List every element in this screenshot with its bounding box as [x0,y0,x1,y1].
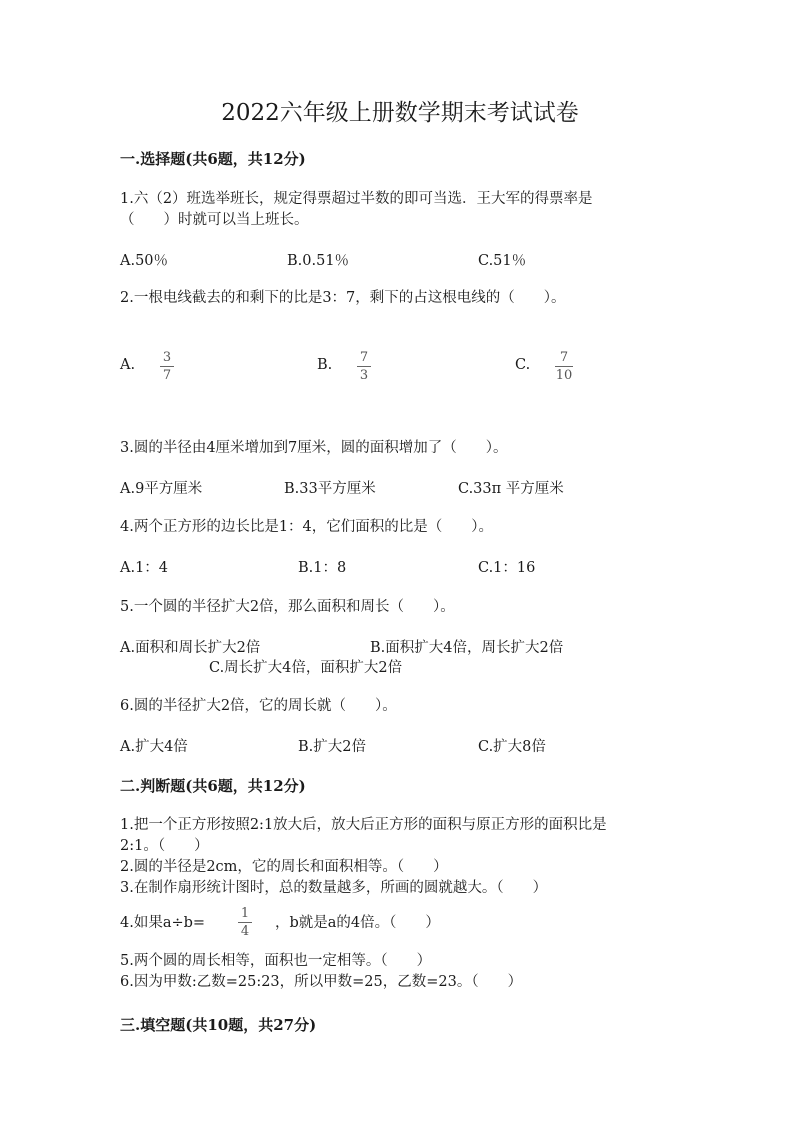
option-1-2-b-label: B. [317,357,333,373]
question-2-6: 6.因为甲数:乙数=25:23，所以甲数=25，乙数=23。（ ） [120,974,523,990]
question-2-5: 5.两个圆的周长相等，面积也一定相等。（ ） [120,953,432,969]
fraction-bar [357,366,371,367]
section-heading-fill-in: 三.填空题(共10题，共27分) [120,1016,317,1034]
fraction-numerator: 7 [559,350,569,365]
option-1-5-c: C.周长扩大4倍，面积扩大2倍 [209,660,403,676]
option-1-4-a: A.1：4 [120,560,169,576]
question-1-1-line2: （ ）时就可以当上班长。 [120,212,309,228]
fraction-denominator: 7 [162,368,172,383]
option-1-1-a: A.50％ [120,253,169,269]
section-heading-choice: 一.选择题(共6题，共12分) [120,150,306,168]
fraction-bar [238,922,252,923]
option-1-2-b-fraction [357,350,371,383]
fraction-bar [160,366,174,367]
fraction-numerator: 7 [359,350,369,365]
question-2-4-fraction [238,906,252,939]
option-1-3-a: A.9平方厘米 [120,481,203,497]
question-2-1-line1: 1.把一个正方形按照2:1放大后，放大后正方形的面积与原正方形的面积比是 [120,817,607,833]
question-2-4-suffix: ，b就是a的4倍。（ ） [275,915,440,931]
option-1-2-c-label: C. [515,357,531,373]
option-1-6-b: B.扩大2倍 [298,739,366,755]
option-1-4-b: B.1：8 [298,560,347,576]
question-1-2: 2.一根电线截去的和剩下的比是3：7，剩下的占这根电线的（ ）。 [120,290,566,306]
fraction-denominator: 3 [359,368,369,383]
option-1-3-b: B.33平方厘米 [284,481,376,497]
question-2-2: 2.圆的半径是2cm，它的周长和面积相等。（ ） [120,859,448,875]
question-1-6: 6.圆的半径扩大2倍，它的周长就（ ）。 [120,698,397,714]
option-1-3-c: C.33π 平方厘米 [458,481,564,497]
question-1-1-line1: 1.六（2）班选举班长，规定得票超过半数的即可当选．王大军的得票率是 [120,191,593,207]
question-2-3: 3.在制作扇形统计图时，总的数量越多，所画的圆就越大。（ ） [120,880,548,896]
page-title: 2022六年级上册数学期末考试试卷 [221,100,579,126]
option-1-4-c: C.1：16 [478,560,536,576]
option-1-5-a: A.面积和周长扩大2倍 [120,640,261,656]
option-1-1-c: C.51％ [478,253,527,269]
option-1-2-a-label: A. [120,357,136,373]
question-1-5: 5.一个圆的半径扩大2倍，那么面积和周长（ ）。 [120,599,455,615]
question-1-3: 3.圆的半径由4厘米增加到7厘米，圆的面积增加了（ ）。 [120,440,508,456]
section-heading-judgment: 二.判断题(共6题，共12分) [120,777,306,795]
option-1-2-c-fraction [555,350,573,383]
fraction-bar [555,366,573,367]
option-1-6-c: C.扩大8倍 [478,739,546,755]
option-1-2-a-fraction [160,350,174,383]
fraction-numerator: 3 [162,350,172,365]
question-2-1-line2: 2:1。（ ） [120,838,209,854]
question-1-4: 4.两个正方形的边长比是1：4，它们面积的比是（ ）。 [120,519,494,535]
question-2-4-prefix: 4.如果a÷b= [120,915,206,931]
option-1-5-b: B.面积扩大4倍，周长扩大2倍 [370,640,564,656]
fraction-denominator: 4 [240,924,250,939]
fraction-numerator: 1 [240,906,250,921]
option-1-1-b: B.0.51％ [287,253,350,269]
option-1-6-a: A.扩大4倍 [120,739,188,755]
fraction-denominator: 10 [555,368,573,383]
